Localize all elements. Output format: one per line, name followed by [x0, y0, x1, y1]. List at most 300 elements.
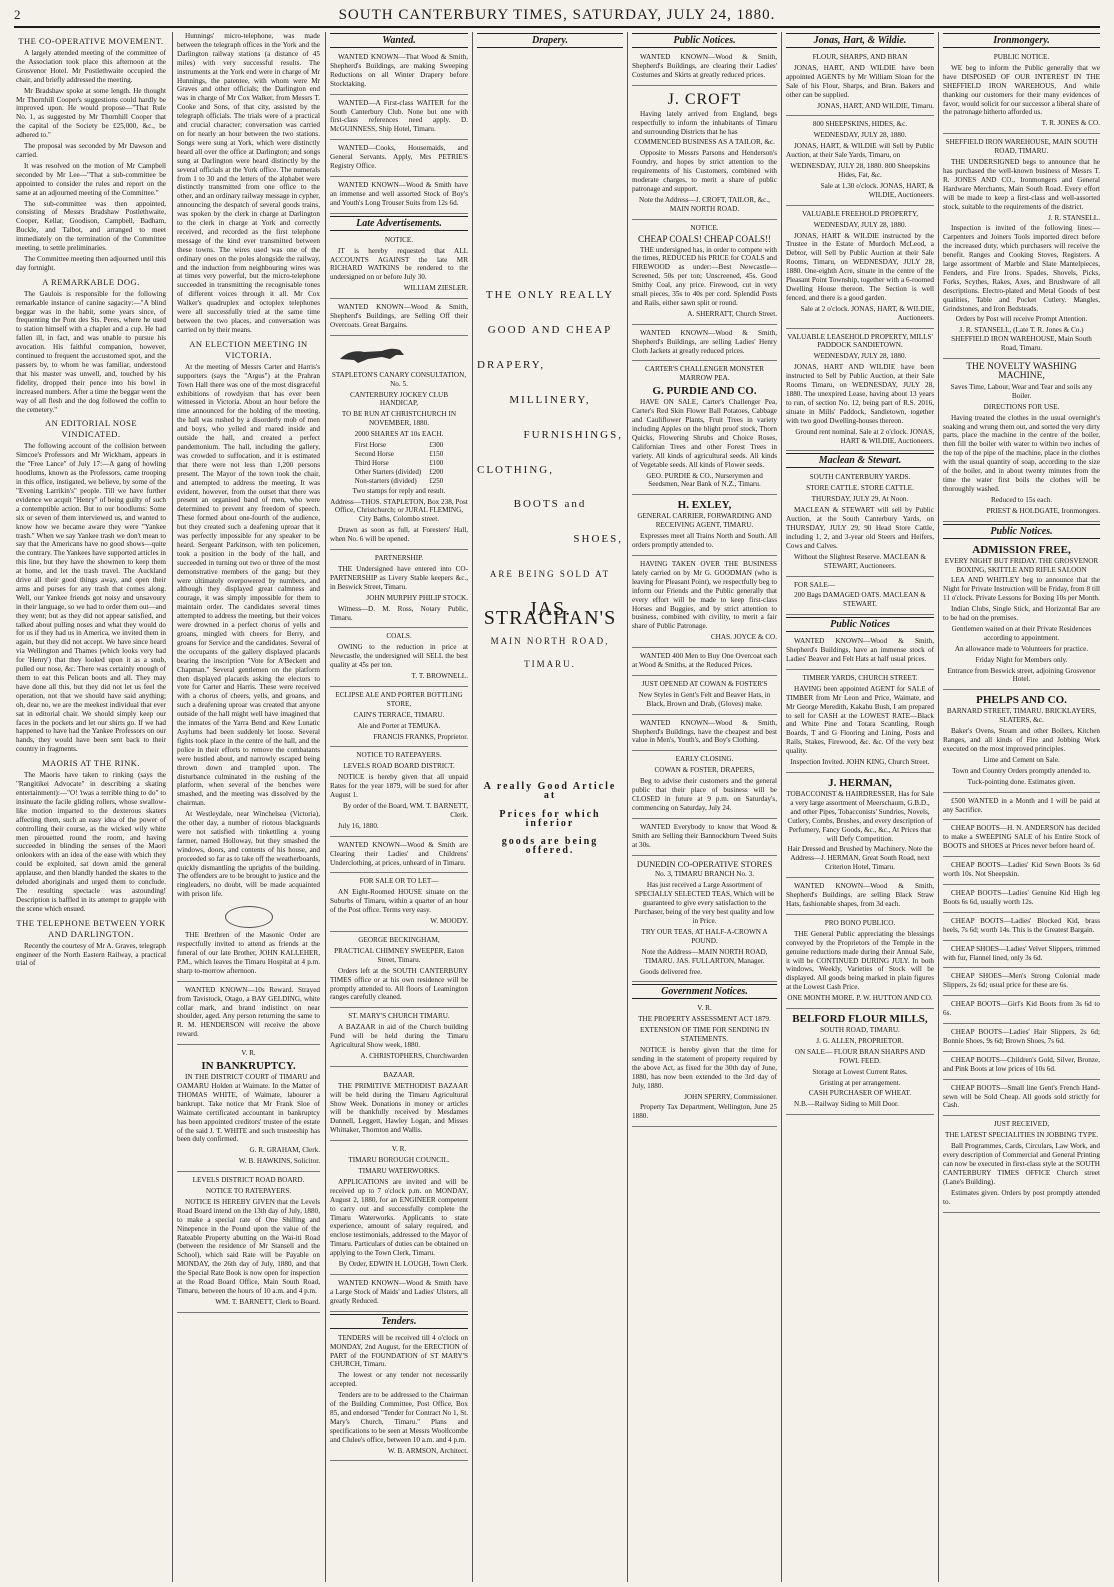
signature: By order of the Board, WM. T. BARNETT, Clerk. — [342, 802, 468, 819]
ad-text: Witness—D. M. Ross, Notary Public, Timaru. — [330, 604, 468, 622]
ad-text: Property Tax Department, Wellington, June 25 1880. — [632, 1103, 777, 1121]
prize-amount: £100 — [429, 458, 444, 467]
ad-text: ON SALE— FLOUR BRAN SHARPS AND FOWL FEED. — [794, 1047, 926, 1065]
ad-subtitle: Saves Time, Labour, Wear and Tear and soils any Boiler. — [950, 382, 1093, 400]
vr-mark: V. R. — [697, 1004, 712, 1013]
notice-text: NOTICE IS HEREBY GIVEN that the Levels Road Board intend on the 13th day of July, 1880, to make a special rate of One Shilling and Ninepence in the Pound upon the value of the Rateable Property abutting on the Wai-iti Road (between the residence of Mr Stansell and the School), which said Rate will be Payable on MONDAY, the 26th day of July, 1880, and that the Special Rate Book is now open for inspection at the Road Board Office, Main South Road, Timaru, between the hours of 10 a.m. and 4 p.m. — [177, 1197, 320, 1295]
ad-text: MACLEAN & STEWART will sell by Public Auction, at the South Canterbury Yards, on THURSDAY, JULY 29, 90 Head Store Cattle, including 1, 2, and 3-year old Steers and Heifers, Cows and Calves. — [786, 506, 934, 550]
ad-text: WANTED KNOWN—Wood & Smith, Shepherd's Buildings, are clearing their Ladies' Costumes and Skirts at greatly reduced prices. — [632, 53, 777, 79]
ad-line: goods are being offered. — [501, 836, 599, 857]
signature: Sale at 2 o'clock. JONAS, HART, & WILDIE, Auctioneers. — [800, 304, 934, 322]
classified-ad — [943, 887, 1100, 913]
prize-label: Non-starters (divided) — [354, 476, 417, 485]
section-header: Late Advertisements. — [330, 216, 468, 231]
ad-title: PRO BONO PUBLICO. — [824, 918, 896, 927]
classified-ad — [943, 943, 1100, 969]
ad-text: WANTED KNOWN—Wood & Smith have a Large Stock of Maids' and Ladies' Ulsters, all greatly Reduced. — [330, 1278, 468, 1305]
ad-title: NOTICE. — [384, 235, 414, 244]
headline: THE CO-OPERATIVE MOVEMENT. — [18, 36, 164, 46]
ad-title: COALS. — [386, 632, 412, 641]
classified-ad — [632, 497, 777, 556]
ad-text: CHEAP BOOTS—Ladies' Kid Sewn Boots 3s 6d worth 10s. Not Sheepskin. — [943, 861, 1100, 879]
ad-title: FOR SALE— — [794, 580, 835, 589]
ad-subtitle: CANTERBURY JOCKEY CLUB HANDICAP, — [349, 390, 449, 408]
classified-ad — [786, 1011, 934, 1115]
ad-text: NOTICE is hereby given that all unpaid Rates for the year 1879, will be sued for after August 1. — [330, 773, 468, 800]
classified-ad — [632, 363, 777, 495]
ad-subtitle: DIRECTIONS FOR USE. — [983, 402, 1060, 411]
ad-text: TENDERS will be received till 4 o'clock on MONDAY, 2nd August, for the ERECTION of PART of the FOUNDATION of ST MARY'S CHURCH, Timaru. — [330, 1333, 468, 1369]
signature: WILLIAM ZIESLER. — [403, 284, 468, 293]
ad-title: ECLIPSE ALE AND PORTER BOTTLING STORE, — [335, 690, 463, 708]
paragraph: Mr Bradshaw spoke at some length. He thought Mr Thornhill Cooper's suggestions could hardly be improved upon. He would propose—"That Rule No. 1, as suggested by Mr Thornhill Cooper that the capital of the Society be £25,000, &c., be adhered to." — [16, 86, 166, 140]
ad-title: FLOUR, SHARPS, AND BRAN — [812, 53, 908, 61]
ad-text: Address—THOS. STAPLETON, Box 238, Post Office, Christchurch; or JURAL FLEMING, City Baths, Colombo street. — [330, 497, 468, 524]
classified-ad — [330, 934, 468, 1008]
ad-subtitle: WEDNESDAY, JULY 28, 1880. — [813, 220, 907, 229]
headline: AN EDITORIAL NOSE VINDICATED. — [44, 418, 138, 440]
paragraph: It was resolved on the motion of Mr Campbell seconded by Mr Lee—"That a sub-committee be appointed to consider the rules and report on the same at an adjourned meeting of the Committee." — [16, 161, 166, 197]
racehorse-icon — [330, 343, 420, 365]
ad-subtitle: CHEAP COALS! CHEAP COALS!! — [637, 233, 772, 244]
ad-subtitle: SOUTH ROAD, TIMARU. — [820, 1026, 900, 1035]
shop-name: JAS. STRACHAN'S — [483, 598, 617, 630]
ad-title: ST. MARY'S CHURCH TIMARU. — [348, 1012, 450, 1021]
ad-text: Having treated the clothes in the usual overnight's soaking and wrung them out, and sorted the very dirty parts, place the machine in the centre of the boiler, then fill the boiler with water to within two inches of the top of the pipe of the machine, place in the clothes with the usual quantity of soap, according to the size of the boiler, and in about twenty minutes from the time the water first boils the clothes will be thoroughly washed. — [943, 413, 1100, 493]
classified-ad — [786, 579, 934, 616]
classified-ad — [330, 689, 468, 748]
ad-text: Hair Dressed and Brushed by Machinery. Note the Address—J. HERMAN, Great South Road, next Criterion Hotel, Timaru. — [787, 845, 933, 872]
government-notice — [632, 1002, 777, 1127]
ad-text: Tenders are to be addressed to the Chairman of the Building Committee, Post Office, Box 85, and endorsed "Tender for Contract No 1, St. Mary's Church, Timaru." Plans and specifications to be seen at Messrs Woollcombe and Clulee's office, between 10 a.m. and 4 p.m. — [330, 1391, 468, 1444]
ad-subtitle: J. G. ALLEN, PROPRIETOR. — [816, 1036, 904, 1045]
prize-label: Other Starters (divided) — [354, 467, 422, 476]
classified-ad — [786, 118, 934, 205]
signature: PRIEST & HOLDGATE, Ironmongers. — [986, 506, 1100, 515]
ad-text: CHEAP BOOTS—Ladies' Hair Slippers, 2s 6d; Bonnie Shoes, 9s 6d; Brown Shoes, 7s 6d. — [943, 1028, 1100, 1045]
masthead — [14, 4, 1100, 28]
funeral-notice — [177, 901, 320, 982]
ad-text: Orders left at the SOUTH CANTERBURY TIMES office or at his own residence will be promptly attended to. All floors of Leamington ranges carefully cleaned. — [330, 966, 468, 1002]
prize-amount: £150 — [429, 450, 444, 458]
page-number: 2 — [14, 7, 22, 22]
classified-ad — [943, 51, 1100, 134]
ad-line: A really Good Article at — [483, 780, 617, 801]
classified-ad — [330, 301, 468, 336]
ad-text: JONAS, HART, & WILDIE will Sell by Public Auction, at their Sale Yards, Timaru, on — [786, 142, 934, 160]
ad-text: WANTED KNOWN—Wood & Smith have an immense and well assorted Stock of Boy's and Youth's Long Trouser Suits from 12s 6d. — [330, 180, 468, 207]
ad-text: AN Eight-Roomed HOUSE situate on the Suburbs of Timaru, within a quarter of an hour of the Post office. Terms very easy. — [330, 888, 468, 915]
column-5 — [632, 32, 777, 1582]
ad-text: HAVING been appointed AGENT for SALE of TIMBER from Mr Leon and Price, Waimate, and Mr George Meredith, Kakahu Bush, I am prepared to sell for CASH at the LOWEST RATE—Black and White Pine and Totara Scantling, Rough Boards, T and G Flooring and Lining, Posts and Rails, Stakes, Firewood, &c. &c. Of the very best quality. — [786, 684, 934, 756]
ad-title: JUST RECEIVED, — [993, 1120, 1050, 1129]
prize-label: Second Horse — [354, 450, 394, 458]
column-3 — [330, 32, 468, 1582]
ad-text: Note the Address—MAIN NORTH ROAD, TIMARU. JAS. FULLARTON, Manager. — [641, 947, 768, 965]
ad-title: STAPLETON'S CANARY CONSULTATION, No. 5. — [331, 370, 467, 388]
notice-text: THE Brethren of the Masonic Order are respectfully invited to attend as friends at the funeral of our late Brother, JOHN KALLEHER, P.M., which leaves the Timaru Hospital at 4 p.m. sharp to-morrow afternoon. — [177, 931, 320, 975]
ad-title: GEORGE BECKINGHAM, — [358, 935, 440, 944]
signature: Sale at 1.30 o'clock. JONAS, HART, & WILDIE, Auctioneers. — [820, 181, 934, 199]
ad-text: WANTED KNOWN—Wood & Smith, Shepherd's Buildings, have the cheapest and best value in Men's, Youth's, and Boy's Clothing. — [632, 718, 777, 745]
ad-text: CHEAP BOOTS—Girl's Kid Boots from 3s 6d to 6s. — [943, 1000, 1100, 1018]
section-header: Tenders. — [330, 1314, 468, 1329]
ad-line: MILLINERY, — [509, 393, 591, 406]
bankruptcy-notice — [177, 1047, 320, 1172]
ad-title: TIMARU BOROUGH COUNCIL. — [348, 1156, 450, 1165]
signature: A. SHERRATT, Church Street. — [687, 309, 777, 318]
signature: CHAS. JOYCE & CO. — [710, 633, 777, 642]
prize-row — [351, 477, 447, 486]
classified-ad — [943, 361, 1100, 522]
ad-text: THE undersigned has, in order to compete with the times, REDUCED his PRICE for COALS and FIREWOOD as under:—Best Newcastle—Screened, 50s per ton; Unscreened, 45s. Good Smithy Coal, any price. Firewood, cut in very small pieces, 35s to 40s per cord. Splendid Posts and Rails, either sawn split or round. — [632, 245, 777, 307]
classified-ad — [943, 915, 1100, 941]
classified-ad — [330, 839, 468, 874]
ad-subtitle: THE LATEST SPECIALITIES IN JOBBING TYPE. — [944, 1131, 1099, 1140]
ad-line: THE ONLY REALLY — [485, 289, 615, 301]
ad-title: PUBLIC NOTICE. — [993, 53, 1050, 61]
column-7 — [943, 32, 1100, 1582]
ad-subtitle: STORE CATTLE. STORE CATTLE. — [806, 484, 914, 493]
ad-subtitle: LEVELS ROAD BOARD DISTRICT. — [343, 762, 455, 771]
ad-text: £500 WANTED in a Month and I will be paid at any Sacrifice. — [943, 796, 1100, 814]
classified-ad — [943, 692, 1100, 792]
ad-text: NOTICE is hereby given that the time for sending in the statement of property required by the above Act, as fixed for the 30th day of June, 1880, has now been extended to the 3rd day of July, 1880. — [632, 1046, 777, 1090]
ad-text: WANTED KNOWN—Wood & Smith, Shepherd's Buildings, are Selling Off their Overcoats. Great Bargains. — [330, 303, 468, 329]
ad-title: TIMBER YARDS, CHURCH STREET. — [802, 673, 918, 682]
ad-title: EARLY CLOSING. — [675, 755, 734, 764]
ad-title: H. EXLEY, — [677, 499, 732, 512]
column-rule — [627, 32, 628, 1582]
classified-ad — [632, 678, 777, 715]
signature: W. B. ARMSON, Architect. — [387, 1446, 468, 1455]
classified-ad — [786, 471, 934, 576]
signature: WM. T. BARNETT, Clerk to Board. — [215, 1297, 320, 1306]
signature: ONE MONTH MORE. P. W. HUTTON AND CO. — [787, 994, 933, 1003]
ad-text: WANTED Everybody to know that Wood & Smith are Selling their Bannockburn Tweed Suits at 30s. — [632, 822, 777, 849]
classified-ad — [632, 821, 777, 856]
ad-text: Storage at Lowest Current Rates. — [812, 1067, 908, 1076]
masthead-title: SOUTH CANTERBURY TIMES, SATURDAY, JULY 24, 1880. — [338, 7, 776, 23]
classified-ad — [632, 650, 777, 676]
classified-ad — [943, 822, 1100, 857]
classified-ad — [632, 558, 777, 648]
signature: FRANCIS FRANKS, Proprietor. — [373, 732, 468, 741]
ad-text: CHEAP SHOES—Men's Strong Colonial made Slippers, 2s 6d; usual price for these are 6s. — [943, 972, 1100, 990]
section-header: Public Notices. — [943, 524, 1100, 539]
column-1 — [16, 32, 166, 1582]
ad-text: The lowest or any tender not necessarily accepted. — [330, 1371, 468, 1389]
column-rule — [325, 32, 326, 1582]
paragraph: Recently the courtesy of Mr A. Graves, telegraph engineer of the North Eastern Railway, a practical trial of — [16, 941, 166, 968]
ad-title: VALUABLE LEASEHOLD PROPERTY, MILLS' PADDOCK SANDIETOWN. — [787, 332, 933, 350]
ad-subtitle: COWAN & FOSTER, DRAPERS, — [654, 766, 755, 775]
paragraph: At Westleydale, near Winchelsea (Victoria), the other day, a number of riotous blackguards were not satisfied with tinkettling a young farmer, named Holloway, but they smashed the windows, doors, and contents of his house, and proceeded so far as to take off the weatherboards, quickly dismantling the uprights of the building. The offenders are to be brought to justice and the ringleaders, no doubt, will be made acquainted with prison life. — [177, 810, 320, 899]
signature: JONAS, HART, AND WILDIE, Timaru. — [817, 101, 934, 110]
ad-text: IT is hereby requested that ALL ACCOUNTS AGAINST the late MR RICHARD WATKINS be rendered to the undersigned on or before July 30. — [330, 246, 468, 282]
ad-text: CHEAP SHOES—Ladies' Velvet Slippers, trimmed with fur, Flannel lined, only 3s 6d. — [943, 944, 1100, 962]
ad-line: FURNISHINGS, — [523, 428, 623, 441]
signature: GEO. PURDIE & CO., Nurserymen and Seedsmen, Near Bank of N.Z., Timaru. — [646, 471, 763, 489]
ad-text: WANTED—A First-class WAITER for the South Canterbury Club. None but one with first-class references need apply. D. McGUINNESS, Ship Hotel, Timaru. — [330, 98, 468, 134]
classified-ad — [943, 1026, 1100, 1052]
classified-ad — [632, 717, 777, 752]
ad-text: Gentlemen waited on at their Private Residences according to appointment. — [951, 624, 1092, 642]
classified-ad — [330, 234, 468, 299]
ad-text: WANTED—Cooks, Housemaids, and General Servants. Apply, Mrs PETRIE'S Registry Office. — [330, 144, 468, 171]
vr-mark: V. R. — [391, 1145, 407, 1154]
ad-line: MAIN NORTH ROAD, — [490, 635, 610, 646]
classified-ad — [632, 88, 777, 220]
notice-subtitle: NOTICE TO RATEPAYERS. — [205, 1187, 292, 1196]
classified-ad — [943, 970, 1100, 996]
ad-text: An allowance made to Volunteers for practice. — [954, 644, 1089, 653]
cheap-boots-list — [943, 822, 1100, 1116]
ad-text: CHEAP BOOTS—H. N. ANDERSON has decided to make a SWEEPING SALE of his Entire Stock of BOOTS and SHOES at Prices never before heard of. — [943, 824, 1100, 851]
ad-text: Note the Address—J. CROFT, TAILOR, &c., MAIN NORTH ROAD. — [639, 195, 770, 213]
ad-title: NOTICE TO RATEPAYERS. — [356, 751, 442, 760]
ad-title: G. PURDIE AND CO. — [652, 385, 757, 398]
signature: A. CHRISTOPHERS, Churchwarden — [360, 1051, 468, 1060]
section-header: Public Notices — [786, 617, 934, 632]
classified-ad — [330, 1332, 468, 1462]
ad-text: Expresses meet all Trains North and South. All orders promptly attended to. — [632, 532, 777, 550]
ad-title: PARTNERSHIP. — [374, 554, 424, 563]
ad-subtitle: EXTENSION OF TIME FOR SENDING IN STATEMENTS. — [639, 1026, 770, 1044]
ad-subtitle: COMMENCED BUSINESS AS A TAILOR, &c. — [634, 138, 775, 147]
ad-line: SHOES, — [573, 533, 623, 546]
ad-text: WEDNESDAY, JULY 28, 1880. 800 Sheepskins Hides, Fat, &c. — [790, 162, 930, 179]
ad-line: DRAPERY, — [477, 358, 546, 371]
classified-ad — [943, 859, 1100, 885]
classified-ad — [786, 51, 934, 116]
ad-text: 200 Bags DAMAGED OATS. MACLEAN & STEWART. — [794, 591, 926, 609]
classified-ad — [786, 331, 934, 452]
ad-text: WANTED KNOWN—Wood & Smith, Shepherd's Buildings, are selling Black Straw Hats, fashionable shapes, from 3d each. — [786, 882, 934, 908]
classified-ad — [632, 858, 777, 983]
ad-text: Town and Country Orders promptly attended to. — [952, 766, 1091, 775]
ad-text: Goods delivered free. — [640, 967, 703, 976]
ad-text: WANTED KNOWN—Wood & Smith are Clearing their Ladies' and Childrens' Underclothing, at prices, unheard of in Timaru. — [330, 840, 468, 867]
column-6 — [786, 32, 934, 1582]
prize-label: First Horse — [354, 441, 387, 450]
ad-text: July 16, 1880. — [338, 821, 379, 830]
signature: T. T. BROWNELL. — [411, 672, 468, 681]
ad-text: New Styles in Gent's Felt and Beaver Hats, in Black, Brown and Drab, (Gloves) make. — [638, 690, 771, 708]
ad-text: Ball Programmes, Cards, Circulars, Law Work, and every description of Commercial and General Printing can now be executed in first-class style at the SOUTH CANTERBURY TIMES OFFICE Church street (Lane's Building). — [943, 1142, 1100, 1186]
classified-ad — [330, 630, 468, 687]
section-header: Ironmongery. — [943, 33, 1100, 48]
paragraph: The Maoris have taken to rinking (says the "Rangitikei Advocate" in describing a skating entertainment):—"O! 'twas a terrible thing to do" to insinuate the facile gliding rollers, whose swallow-like motion imparted to the dexterous skaters affecting them, such an easy idea of the power of controlling their course, as the wicked wily white men pirouetted round the room, and having succeeded in blinding the senses of the Maori onlookers with an idea of the ease with which they could be exploited, sat down amid the general applause, and then blandly handed the skates to the deluded aboriginals and urged them to conclude. The resulting spectacle was astounding! Description is baffled in its attempt to grapple with the scene which ensued. — [16, 771, 166, 913]
ad-line: CLOTHING, — [477, 463, 554, 476]
ad-text: Indian Clubs, Single Stick, and Horizontal Bar are to be had on the premises. — [943, 605, 1100, 623]
paragraph: The Gaulois is responsible for the following remarkable instance of canine sagacity:—"A blind beggar was in the habit, some years since, of frequenting the Pont des Sts. Peres, where he used to station himself with a chaplet and a cup. He had fallen ill, in fact, and was unable to pursue his avocation. His faithful companion, however, continued to frequent the accustomed spot, and the passers by, to whom he was familiar, understood that his master was unwell, and, touched by his fidelity, dropped their pence into his bowl in increased numbers. After a time the beggar went the way of all flesh and the dog followed the coffin to the cemetery." — [16, 289, 166, 414]
signature: JOHN SPERRY, Commissioner. — [684, 1092, 777, 1101]
ad-text: PRACTICAL CHIMNEY SWEEPER, Eaton Street, Timaru. — [334, 946, 464, 964]
classified-ad — [943, 1082, 1100, 1117]
notice-title: LEVELS DISTRICT ROAD BOARD. — [192, 1176, 305, 1185]
ad-text: THE Undersigned have entered into CO-PARTNERSHIP as Livery Stable keepers &c., in Beswick Street, Timaru. — [330, 564, 468, 591]
headline: AN ELECTION MEETING IN VICTORIA. — [189, 338, 308, 360]
ad-text: HAVING TAKEN OVER THE BUSINESS lately carried on by Mr G. GOODMAN (who is leaving for Pleasant Point), we respectfully beg to inform our Friends and the Public generally that every effort will be made to keep first-class Horses and Buggies, and by strict attention to business, combined with civility, to merit a fair share of Public Patronage. — [632, 559, 777, 631]
ad-title: CARTER'S CHALLENGER MONSTER MARROW PEA. — [644, 365, 765, 383]
prize-amount: £200 — [429, 467, 444, 476]
ad-text: TOBACCONIST & HAIRDRESSER, Has for Sale a very large assortment of Meerschaum, G.B.D., and other Pipes, Tobacconists' Sundries, Novels, Cutlery, Combs, Brushes, and every description of Perfumery, Fancy Goods, &c., &c., At Prices that will Defy Competition. — [786, 790, 934, 843]
ad-text: Tuck-pointing done. Estimates given. — [967, 777, 1076, 786]
paragraph: A largely attended meeting of the committee of the Association took place this afternoon at the Grosvenor Hotel. Mr Postlethwaite occupied the chair, and briefly addressed the meeting. — [16, 49, 166, 84]
ad-title: THE PROPERTY ASSESSMENT ACT 1879. — [638, 1015, 771, 1024]
reward-ad — [177, 984, 320, 1045]
classified-ad — [330, 749, 468, 836]
ad-text: WANTED KNOWN—Wood & Smith, Shepherd's Buildings, are selling Ladies' Henry Cloth Jackets at greatly reduced prices. — [632, 328, 777, 355]
ad-title: ADMISSION FREE, — [972, 543, 1071, 556]
ad-title: DUNEDIN CO-OPERATIVE STORES — [636, 858, 773, 869]
paragraph: The proposal was seconded by Mr Dawson and carried. — [16, 142, 166, 159]
prize-row — [351, 450, 447, 459]
section-header: Maclean & Stewart. — [786, 453, 934, 468]
ad-text: CHEAP BOOTS—Ladies' Blocked Kid, brass heels, 7s 6d; worth 14s. This is the Greatest Bargain. — [943, 916, 1100, 934]
ad-title: JUST OPENED AT COWAN & FOSTER'S — [641, 679, 768, 688]
ad-text: Baker's Ovens, Steam and other Boilers, Kitchen Ranges, and all kinds of Fire and Jobbing Work executed on the most improved principles. — [943, 727, 1100, 753]
classified-ad — [786, 208, 934, 329]
column-rule — [781, 32, 782, 1582]
consultation-ad — [330, 338, 468, 550]
ad-text: Lime and Cement on Sale. — [983, 755, 1060, 764]
ad-title: BAZAAR. — [383, 1070, 415, 1079]
ad-title: SHEFFIELD IRON WAREHOUSE, MAIN SOUTH ROAD, TIMARU. — [945, 138, 1098, 156]
classified-ad — [786, 775, 934, 878]
ad-text: THE UNDERSIGNED begs to announce that he has purchased the well-known business of Messrs T. R. JONES AND CO., Ironmongers and General Hardware Merchants, Main South Road. Every effort will be made to keep a first-class and well-assorted stock, suitable to the requirements of the district. — [943, 158, 1100, 211]
classified-ad — [786, 917, 934, 1009]
paragraph: Hunnings' micro-telephone, was made between the telegraph offices in the York and the Darlington railway stations (a distance of 45 miles) with very successful results. The instruments at the York end were in charge of Mr Hunnings, the patentee, with whom were Mr Graves and other officials; the Darlington end was in charge of Mr Cox Walker, from Messrs T. Cooke and Sons, of that city, assisted by the telegraph officials. The trials were of a practical and crucial character; conversation was carried on for nearly an hour between the two stations. Songs were sung at York, which were distinctly heard all over the office at Darlington; and songs sung at Darlington were heard distinctly by the several officials at the York office. The numerals from 1 to 30 and the letters of the alphabet were distinctly transmitted from one office to the other, and an ordinary railway message in cypher, announcing the despatch of several goods trains, was spoken by the clerk in charge at Darlington to the clerk in charge at York and correctly received, and recorded as the first telephone message of the kind ever transmitted between these towns. The wires used was one of the ordinary ones on the poles alongside the railway, and the induction from neighbouring wires was at times very powerful, but the micro-telephone succeeded in transmitting the recognisable tones of different voices through it all. Mr Cox Walker's quadruplex and octoplex telephones were all successfully tried at the same time between the two places, and conversation was carried on by their means. — [177, 32, 320, 334]
notice-title: IN BANKRUPTCY. — [201, 1060, 296, 1073]
ad-subtitle: WEDNESDAY, JULY 28, 1880. — [813, 352, 907, 361]
section-header: Drapery. — [477, 33, 623, 48]
signature: JOHN MURPHY PHILIP STOCK. — [366, 593, 468, 602]
ad-text: Orders by Post will receive Prompt Attention. — [955, 315, 1088, 324]
ad-text: CAIN'S TERRACE, TIMARU. — [353, 710, 445, 719]
paragraph: At the meeting of Messrs Carter and Harris's supporters (says the "Argus") at the Prahran Town Hall there was one of the most disgraceful exhibitions of rowdyism that has ever been witnessed in Victoria. About an hour before the time announced for the holding of the meeting, the hall was rushed by a disorderly mob of men and boys, who yelled and roared inside and outside the hall, and created a perfect pandemonium. The hall, including the gallery, was crowded to suffocation, and it is estimated that there were not less than 1,200 persons present. The Mayor of the town took the chair, and attempted to address the meeting. It was evident, however, from the outset that there was present an organised band of men, who were determined to prevent any freedom of speech. These formed about one-fourth of the audience, but they created such a deafening uproar that it was perfectly impossible for any speaker to be heard. Sergeant Parkinson, with ten policemen, took a position in the body of the hall, and succeeded in turning out two or three of the most demonstrative members of the gang; but they were ultimately overpowered by numbers, and although they displayed great calmness and courage, it was simply impossible for them to maintain order. The candidates several times attempted to address the meeting, but their voices were drowned in a perfect chorus of yells and groans, mingled with cheers for Berry, and groans for Service and the candidates. Several of the occupants of the gallery displayed placards bearing the inscription "Vote for A'Beckett and Chapman." Several gentlemen on the platform then displayed placards asking the electors to vote for Carter and Harris. These were received with a chorus of cheers, yells, and groans, and such a deafening uproar was created that anyone outside of the hall might well have imagined that the inmates of the Yarra Bend and Kew Lunatic Asylums had been suddenly let loose. Several fights took place in the centre of the hall, and the police in their efforts to remove the combatants were hustled about, and narrowly escaped being thrown down and trampled upon. The disturbance culminated in the rushing of the platform, when several of the benches were smashed, and the meeting was dissolved by the chairman. — [177, 362, 320, 808]
classified-ad — [943, 998, 1100, 1024]
headline: A REMARKABLE DOG. — [42, 276, 140, 287]
ad-text: JONAS, HART & WILDIE instructed by the Trustee in the Estate of Murdoch McLeod, a Debtor, will Sell by Public Auction at their Sale Rooms, Timaru, on WEDNESDAY, JULY 28, 1880. One-eighth Acre, situate in the centre of the Pleasant Point Township, together with a 6-roomed Dwelling House thereon. The Section is well fenced, and there is a good garden. — [786, 231, 934, 302]
classified-ad — [330, 97, 468, 141]
vr-mark: V. R. — [241, 1049, 256, 1058]
classified-ad — [330, 1069, 468, 1141]
notice-text: WANTED KNOWN—10s Reward. Strayed from Tavistock, Otago, a BAY GELDING, white collar mark, and brand indistinct on near shoulder, aged. Any person returning the same to R. M. HENDERSON will receive the above reward. — [177, 985, 320, 1039]
ad-line: GOOD AND CHEAP — [487, 323, 613, 336]
prize-amount: £300 — [429, 441, 444, 450]
classified-ad — [943, 542, 1100, 691]
headline: THE TELEPHONE BETWEEN YORK AND DARLINGTON. — [16, 917, 166, 939]
column-4 — [477, 32, 623, 1582]
ad-title: VALUABLE FREEHOLD PROPERTY, — [801, 209, 919, 218]
ad-text: Drawn as soon as full, at Foresters' Hall, when No. 6 will be opened. — [330, 526, 468, 544]
classified-ad — [632, 51, 777, 86]
ad-title: 800 SHEEPSKINS, HIDES, &c. — [812, 120, 908, 129]
paragraph: The sub-committee was then appointed, consisting of Messrs Bradshaw Postlethwaite, Cooper, Kellar, Goodison, Campbell, Badham, Buckle, and Talbot, and arranged to meet immediately on the termination of the Committee meeting, to settle preliminaries. — [16, 199, 166, 253]
ad-text: Reduced to 15s each. — [990, 495, 1053, 504]
classified-ad — [786, 635, 934, 670]
classified-ad — [330, 552, 468, 628]
masonic-emblem-icon — [225, 906, 273, 928]
classified-ad — [943, 136, 1100, 359]
ad-text: Inspection is invited of the following lines:—Carpenters and Joiners Tools imported direct before the increased duty, which purchasers will receive the benefit. Ranges and Cooking Stoves, Registers. A large assortment of Marble and Slate Mantelpieces, Fenders, and Fire Irons. Spades, Shovels, Picks, Forks, Scythes, Rakes, Axes, and Brushware of all descriptions. Electro-plated and Metal Goods of best qualities, Table and Pocket Cutlery. Mangles, Grindstones, and Iron Bedsteads. — [943, 224, 1100, 313]
column-2 — [177, 32, 320, 1582]
ad-text: Having lately arrived from England, begs respectfully to inform the inhabitants of Timaru and surrounding Districts that he has — [632, 109, 777, 136]
prize-table — [351, 441, 447, 486]
section-header: Wanted. — [330, 33, 468, 48]
ad-text: WE beg to inform the Public generally that we have DISPOSED OF OUR INTEREST IN THE SHEFFIELD IRON WAREHOUS, And while thanking our customers for their many evidences of favor, would solicit for our successor a liberal share of the patronage hitherto afforded us. — [943, 63, 1100, 117]
ad-subtitle: No. 3, TIMARU BRANCH No. 3. — [654, 870, 755, 879]
ad-text: N.B.—Railway Siding to Mill Door. — [794, 1100, 899, 1109]
ad-text: Entrance from Beswick street, adjoining Grosvenor Hotel. — [947, 666, 1096, 684]
classified-ad — [632, 753, 777, 818]
classified-ad — [943, 1054, 1100, 1080]
ad-text: Has just received a Large Assortment of SPECIALLY SELECTED TEAS, Which will be guaranteed to give every satisfaction to the Purchaser, being of the very best quality and low in Price. — [634, 881, 775, 925]
classified-ad — [330, 51, 468, 95]
ad-text: A BAZAAR in aid of the Church building Fund will be held during the Timaru Agricultural Show week, 1880. — [330, 1023, 468, 1050]
signature: J. R. STANSELL. — [1048, 213, 1100, 222]
ad-text: WANTED KNOWN—Wood & Smith, Shepherd's Buildings, have an immense stock of Ladies' Beaver and Felt Hats at half usual prices. — [786, 637, 934, 664]
paragraph: The following account of the collision between Simcoe's Professors and Mr Wickham, appears in the "Free Lance" of July 17:—A gang of howling hoodlums, known as the Professors, came trooping in this office, instigated, we believe, by some of the "Evening Larrikin's" people. Till we have further evidence we acquit "Henry" of being guilty of such a contemptible action. But to our hoodlums: Some six or seven of them interviewed us, and wanted to know how we became aware they were "Yankee trash." When we say Yankee trash we don't mean to say that the Americans have no good shows—quite the contrary. The Yankees have supported articles in this line, but they have the showmen to keep them at home, and let the trash travel. The Auckland drive all their good things away, and open their arms and purses for any trash that comes along. Well, our Yankee friends got noisy and unsavoury in their language, so we had to order them out—and they went; but as they did not appear satisfied, and talked about pulling noses and what they would do for us if they had us in America, we invited them in again, but they did not accept. We have since heard via Wellington and Thames (which looks very bad for 'Henry') that they looked upon it as a snub, pulled our nose, &c. There was certainly enough of them to eat this Pelican boots and all. They may have done all this, but they did not let us feel the operation, not that we should have said anything; oh, dear no, we are the meekest individual that ever sat in editorial chair. We should simply keep our faces in the pockets and let our shirts go. If we had happened to have had the Yankee Professors on our hands, they would have been sent back to their country in fragments. — [16, 442, 166, 754]
notice-text: IN THE DISTRICT COURT of TIMARU and OAMARU Holden at Waimate. In the Matter of THOMAS WHITE, of Waimate, labourer a bankrupt. Take notice that Mr Frank Sloe of Waimate certificated accountant in bankruptcy has been appointed creditors' trustee of the estate of the said J. T. WHITE and such trusteeship has been duly confirmed. — [177, 1073, 320, 1144]
ad-title: NOTICE. — [690, 223, 719, 232]
ad-line: TIMARU. — [524, 658, 576, 669]
classified-ad — [330, 179, 468, 214]
classified-ad — [786, 672, 934, 773]
ad-subtitle: 2000 SHARES AT 10s EACH. — [354, 430, 444, 439]
classified-ad — [943, 1118, 1100, 1212]
classified-ad — [330, 1010, 468, 1067]
ad-text: THE PRIMITIVE METHODIST BAZAAR will be held during the Timaru Agricultural Show Week. Donations in money or articles will be thankfully received by Mesdames Dunnell, Leggett, Hawley Logan, and Misses Whittaker, Thornton and Wallis. — [330, 1081, 468, 1135]
ad-subtitle: BARNARD STREET, TIMARU. BRICKLAYERS, SLATERS, &c. — [946, 707, 1097, 725]
signature: W. B. HAWKINS, Solicitor. — [238, 1157, 320, 1166]
section-header: Public Notices. — [632, 33, 777, 48]
ad-title: BELFORD FLOUR MILLS, — [792, 1013, 928, 1026]
ad-text: CHEAP BOOTS—Small line Gent's French Hand-sewn will be Sold Cheap. All goods sold strictly for Cash. — [943, 1083, 1100, 1110]
classified-ad — [330, 1143, 468, 1275]
ad-text: Opposite to Messrs Parsons and Henderson's Foundry, and hopes by strict attention to the requirements of his Customers, combined with moderate charges, to merit a share of public patronage and support. — [632, 149, 777, 193]
ad-text: Two stamps for reply and result. — [352, 486, 446, 495]
signature: By Order, EDWIN H. LOUGH, Town Clerk. — [338, 1260, 468, 1269]
signature: Ground rent nominal. Sale at 2 o'clock. JONAS, HART & WILDIE, Auctioneers. — [795, 427, 934, 445]
ad-text: APPLICATIONS are invited and will be received up to 7 o'clock p.m. on MONDAY, August 2, 1880, for an ENGINEER competent to carry out and successfully complete the Timaru Waterworks. Applicants to state experience, amount of salary required, and enclose testimonials, addressed to the Mayor of Timaru. Particulars of duties can be obtained on applying to the Town Clerk, Timaru. — [330, 1177, 468, 1258]
ad-title: FOR SALE OR TO LET— — [359, 877, 439, 886]
ad-title: PHELPS AND CO. — [976, 694, 1067, 707]
section-header: Jonas, Hart, & Wildie. — [786, 33, 934, 48]
signature: W. MOODY. — [430, 917, 468, 926]
ad-text: Gristing at per arrangement. — [819, 1078, 901, 1087]
classified-ad — [786, 880, 934, 915]
road-board-notice — [177, 1174, 320, 1313]
prize-row — [351, 468, 447, 477]
ad-text: THE General Public appreciating the blessings conveyed by the Proprietors of the Temple in the genuine reductions made during their Annual Sale, it will be CONTINUED DURING JULY. In both windows, Weekly, Varieties of Stock will be displayed. All goods being marked in plain figures at the Lowest Cash Price. — [786, 929, 934, 992]
classified-ad — [330, 1277, 468, 1312]
ad-text: WANTED KNOWN—That Wood & Smith, Shepherd's Buildings, are making Sweeping Reductions on all Winter Drapery before Stocktaking. — [330, 53, 468, 88]
ad-subtitle: GENERAL CARRIER, FORWARDING AND RECEIVING AGENT, TIMARU. — [637, 512, 772, 530]
signature: Without the Slightest Reserve. MACLEAN & STEWART, Auctioneers. — [793, 552, 927, 570]
ad-text: Estimates given. Orders by post promptly attended to. — [943, 1188, 1100, 1206]
headline: MAORIS AT THE RINK. — [42, 758, 140, 769]
ad-subtitle: TIMARU WATERWORKS. — [358, 1167, 440, 1175]
ad-text: Beg to advise their customers and the general public that their place of business will be CLOSED in future at 9 p.m. on Saturday's, commencing on Saturday, July 24. — [632, 777, 777, 812]
ad-text: WANTED 400 Men to Buy One Overcoat each at Wood & Smiths, at the Reduced Prices. — [632, 652, 777, 670]
signature: T. R. JONES & CO. — [1041, 119, 1100, 128]
column-rule — [472, 32, 473, 1582]
paragraph: The Committee meeting then adjourned until this day fortnight. — [16, 254, 166, 272]
ad-text: Friday Night for Members only. — [975, 655, 1068, 664]
